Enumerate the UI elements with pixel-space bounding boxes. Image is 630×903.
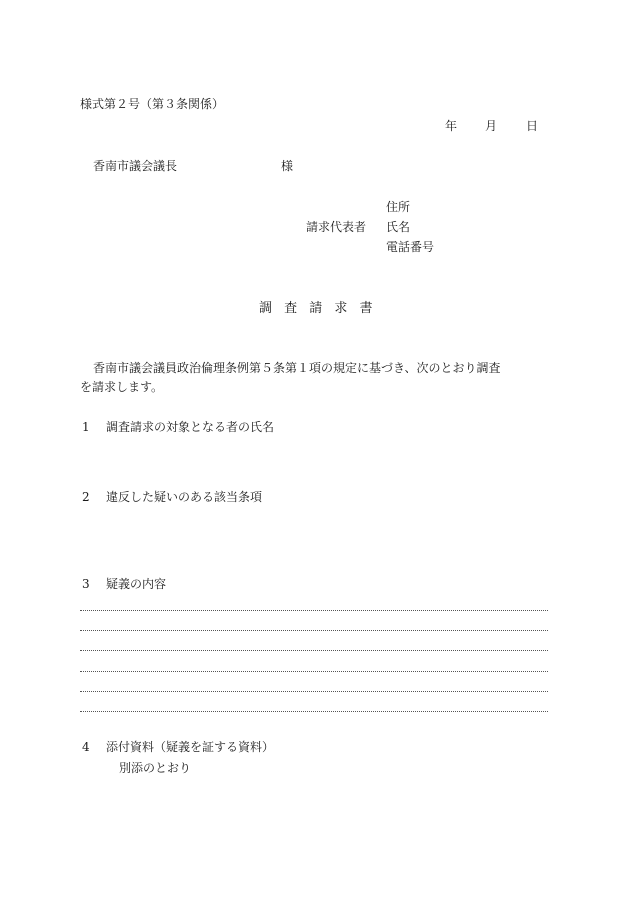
- writing-line: [80, 650, 548, 651]
- date-day: 日: [526, 119, 539, 133]
- addressee-honorific: 様: [281, 159, 294, 173]
- section-3-number: 3: [82, 577, 90, 591]
- writing-line: [80, 711, 548, 712]
- address-label: 住所: [386, 200, 411, 214]
- date-month: 月: [485, 119, 498, 133]
- writing-line: [80, 671, 548, 672]
- writing-line: [80, 610, 548, 611]
- section-1-label: 調査請求の対象となる者の氏名: [106, 420, 275, 434]
- section-4-note: 別添のとおり: [119, 761, 192, 775]
- addressee-name: 香南市議会議長: [93, 159, 178, 173]
- writing-line: [80, 691, 548, 692]
- phone-label: 電話番号: [386, 240, 435, 254]
- intro-line-1: 香南市議会議員政治倫理条例第５条第１項の規定に基づき、次のとおり調査: [93, 361, 501, 375]
- section-3-label: 疑義の内容: [106, 577, 167, 591]
- intro-line-2: を請求します。: [80, 380, 164, 394]
- form-label: 様式第２号（第３条関係）: [80, 97, 225, 111]
- section-2-label: 違反した疑いのある該当条項: [106, 490, 263, 504]
- date-year: 年: [445, 119, 458, 133]
- section-4-label: 添付資料（疑義を証する資料）: [106, 740, 275, 754]
- name-label: 氏名: [386, 220, 411, 234]
- document-title: 調 査 請 求 書: [259, 301, 375, 316]
- section-2-number: 2: [82, 490, 90, 504]
- section-4-number: 4: [82, 740, 90, 754]
- section-1-number: 1: [82, 420, 90, 434]
- requester-role-label: 請求代表者: [306, 220, 367, 234]
- writing-line: [80, 630, 548, 631]
